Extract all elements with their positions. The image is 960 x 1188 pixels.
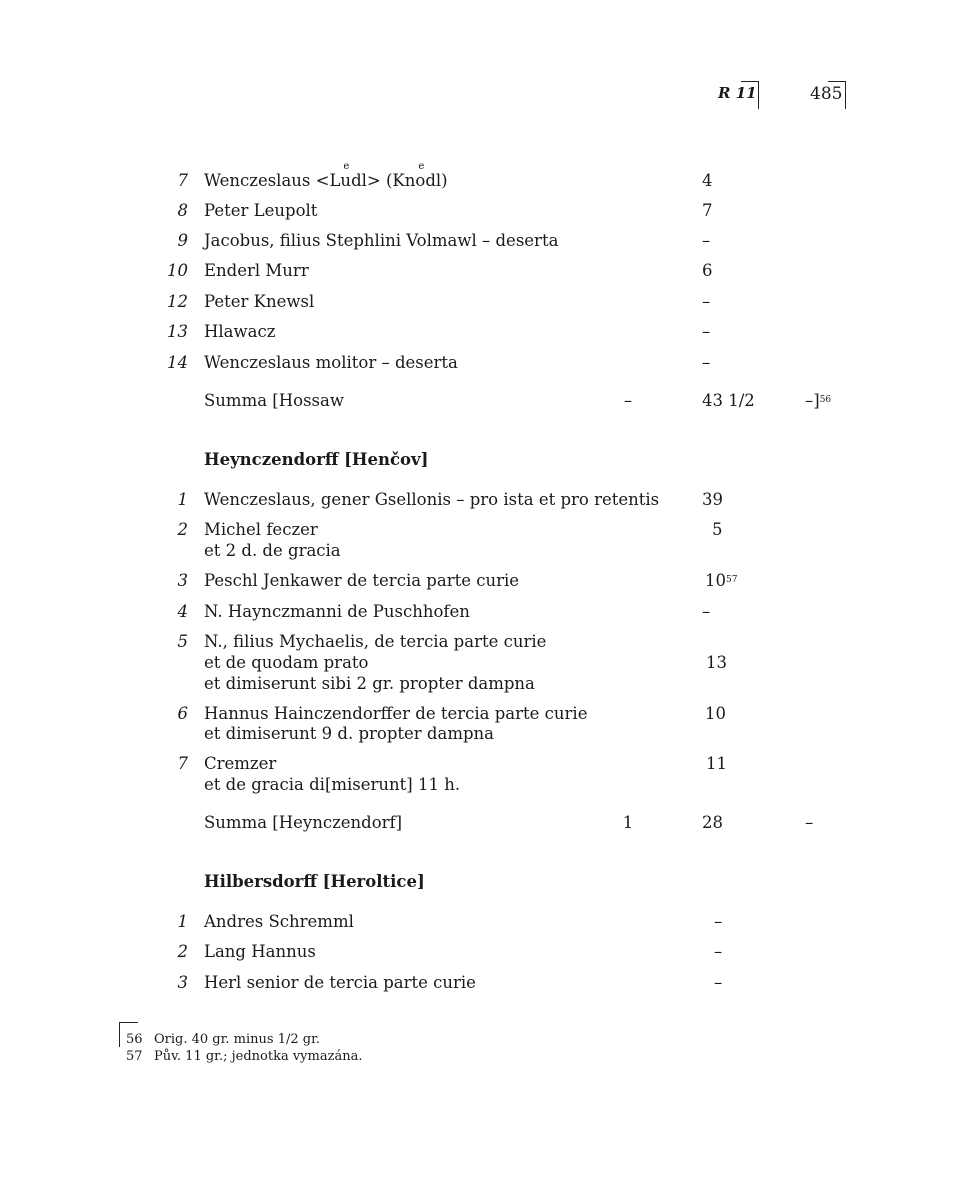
entry-text: N. Haynczmanni de Puschhofen (204, 602, 470, 621)
summa-label: Summa [Hossaw (204, 391, 344, 410)
entry-number: 6 (177, 704, 188, 723)
entry-text: Michel feczer (204, 520, 318, 539)
entry-number: 2 (177, 520, 188, 539)
entry-text: Jacobus, filius Stephlini Volmawl – deserta (204, 231, 559, 250)
summa-value-2: 28 (702, 813, 723, 832)
summa-value-2: 43 1/2 (702, 391, 755, 410)
entry-value: – (702, 602, 711, 621)
page-number: 485 (810, 84, 843, 104)
running-head-code: R 11 (718, 84, 757, 102)
entry-value: 7 (702, 201, 713, 220)
entry-value: 39 (702, 490, 723, 509)
entry-number: 3 (177, 571, 188, 590)
entry-number: 3 (177, 973, 188, 992)
entry-text: Wenczeslaus <Lu e dl> (Kno e dl) (204, 161, 448, 190)
footnote-ref: 57 (726, 575, 738, 585)
summa-value-3: – (805, 813, 814, 832)
entry-text: Peter Knewsl (204, 292, 315, 311)
section-heading: Hilbersdorff [Heroltice] (204, 872, 425, 891)
entry-text: Lang Hannus (204, 942, 316, 961)
entry-value: 11 (706, 754, 727, 773)
entry-text: Enderl Murr (204, 261, 309, 280)
entry-text: Peschl Jenkawer de tercia parte curie (204, 571, 520, 590)
entry-number: 10 (167, 261, 188, 280)
entry-number: 7 (177, 754, 188, 773)
entry-text: Peter Leupolt (204, 201, 318, 220)
entry-number: 2 (177, 942, 188, 961)
summa-value-3: –]$^{56}$ (805, 391, 832, 410)
entry-text: Andres Schremml (204, 912, 354, 931)
entry-text: et de quodam prato (204, 653, 369, 672)
entry-number: 8 (177, 201, 188, 220)
entry-text: Cremzer (204, 754, 277, 773)
entry-text: Wenczeslaus molitor – deserta (204, 353, 458, 372)
entry-text: N., filius Mychaelis, de tercia parte curie (204, 632, 547, 651)
entry-value: 4 (702, 171, 713, 190)
footnote-ref: 56 (819, 395, 832, 405)
entry-text: et dimiserunt 9 d. propter dampna (204, 724, 494, 743)
entry-number: 12 (167, 292, 188, 311)
entry-value: 5 (712, 520, 723, 539)
summa-value-1: – (623, 391, 633, 410)
entry-text: Hlawacz (204, 322, 276, 341)
entry-value: – (702, 292, 711, 311)
section-heading: Heynczendorff [Henčov] (204, 450, 429, 469)
corner-mark-code (741, 81, 759, 109)
entry-value: 13 (706, 653, 727, 672)
entry-value: – (702, 353, 711, 372)
footnote-number: 57 (126, 1049, 143, 1064)
entry-text: et de gracia di[miserunt] 11 h. (204, 775, 461, 794)
entry-value: $10^{57}$ (705, 571, 738, 590)
entry-value: – (714, 973, 723, 992)
corner-mark-page (828, 81, 846, 109)
entry-number: 1 (177, 490, 188, 509)
entry-number: 13 (167, 322, 188, 341)
entry-value: – (702, 231, 711, 250)
entry-number: 5 (177, 632, 188, 651)
entry-number: 9 (177, 231, 188, 250)
footnote-text: Pův. 11 gr.; jednotka vymazána. (154, 1049, 363, 1064)
entry-value: 6 (702, 261, 713, 280)
entry-value: 10 (705, 704, 726, 723)
entry-text: et 2 d. de gracia (204, 541, 341, 560)
entry-text: Wenczeslaus, gener Gsellonis – pro ista et pro retentis (204, 490, 660, 509)
footnote-number: 56 (126, 1032, 143, 1047)
entry-number: 4 (177, 602, 188, 621)
entry-value: – (714, 912, 723, 931)
entry-text: Hannus Hainczendorffer de tercia parte curie (204, 704, 588, 723)
entry-text: et dimiserunt sibi 2 gr. propter dampna (204, 674, 535, 693)
summa-value-1: 1 (622, 813, 634, 832)
entry-value: – (714, 942, 723, 961)
entry-text: Herl senior de tercia parte curie (204, 973, 476, 992)
entry-number: 14 (167, 353, 188, 372)
summa-label: Summa [Heynczendorf] (204, 813, 403, 832)
footnote-text: Orig. 40 gr. minus 1/2 gr. (154, 1032, 320, 1047)
entry-number: 7 (177, 171, 188, 190)
entry-value: – (702, 322, 711, 341)
entry-number: 1 (177, 912, 188, 931)
